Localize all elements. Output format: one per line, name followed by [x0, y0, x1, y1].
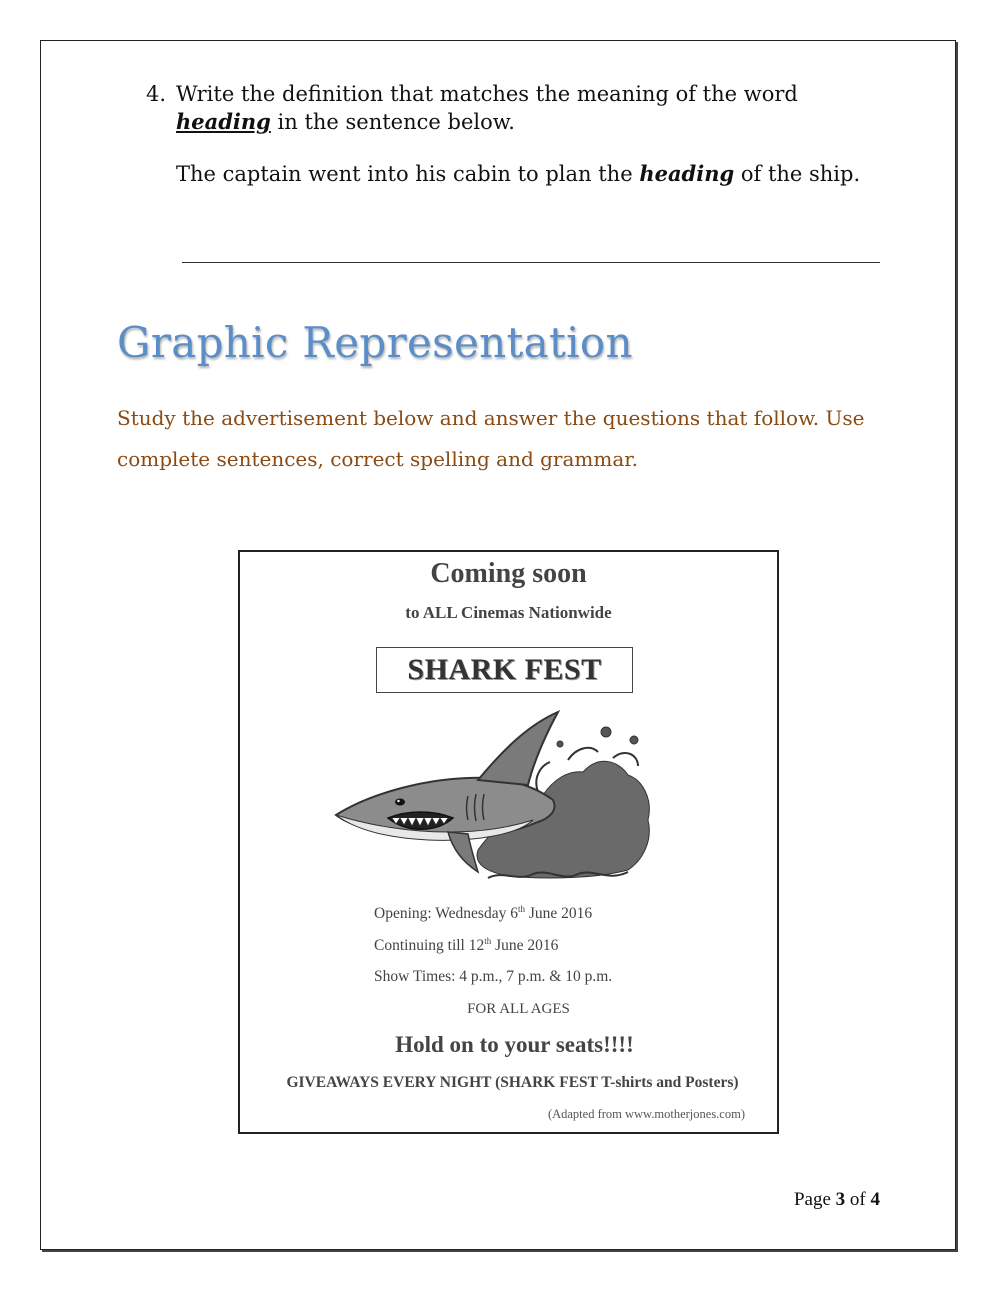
page-prefix: Page — [793, 1189, 836, 1210]
page-mid: of — [845, 1189, 871, 1210]
target-word: heading — [176, 109, 271, 134]
ad-credit: (Adapted from www.motherjones.com) — [547, 1107, 745, 1121]
question-4 — [146, 80, 866, 188]
ad-subheading: to ALL Cinemas Nationwide — [405, 603, 612, 622]
sentence-target-word: heading — [639, 161, 735, 186]
ad-opening-text: Opening: Wednesday 6 — [374, 905, 518, 923]
ad-opening-suffix: June 2016 — [524, 905, 593, 923]
question-body — [176, 80, 866, 188]
question-prompt — [176, 80, 866, 136]
ad-opening-sup: th — [517, 904, 525, 914]
ad-tagline: Hold on to your seats!!!! — [395, 1032, 634, 1057]
sentence-start: The captain went into his cabin to plan the — [176, 162, 640, 186]
question-prompt-text: Write the definition that matches the meaning of the word — [176, 82, 798, 106]
ad-title: SHARK FEST — [376, 647, 633, 693]
section-title: Graphic Representation — [117, 318, 633, 367]
page-number — [794, 1189, 880, 1211]
ad-giveaways: GIVEAWAYS EVERY NIGHT (SHARK FEST T-shirts and Posters) — [286, 1074, 739, 1091]
question-prompt-end: in the sentence below. — [270, 110, 515, 134]
ad-continuing-text: Continuing till 12 — [374, 937, 485, 955]
ad-ages: FOR ALL AGES — [467, 1001, 570, 1017]
ad-continuing-sup: th — [484, 936, 492, 946]
page-current: 3 — [835, 1189, 846, 1210]
ad-heading: Coming soon — [430, 558, 587, 589]
answer-line[interactable] — [182, 262, 880, 263]
shark-illustration — [328, 700, 658, 890]
example-sentence — [176, 160, 866, 188]
page-total: 4 — [870, 1189, 880, 1210]
ad-continuing — [374, 936, 558, 955]
ad-opening — [374, 904, 592, 923]
ad-show-times: Show Times: 4 p.m., 7 p.m. & 10 p.m. — [374, 968, 613, 985]
advertisement — [238, 550, 779, 1134]
sentence-end: of the ship. — [734, 162, 861, 186]
section-instructions: Study the advertisement below and answer the questions that follow. Use complete sentences, correct spelling and grammar. — [117, 406, 865, 471]
question-number: 4. — [146, 82, 167, 106]
ad-continuing-suffix: June 2016 — [491, 937, 559, 955]
